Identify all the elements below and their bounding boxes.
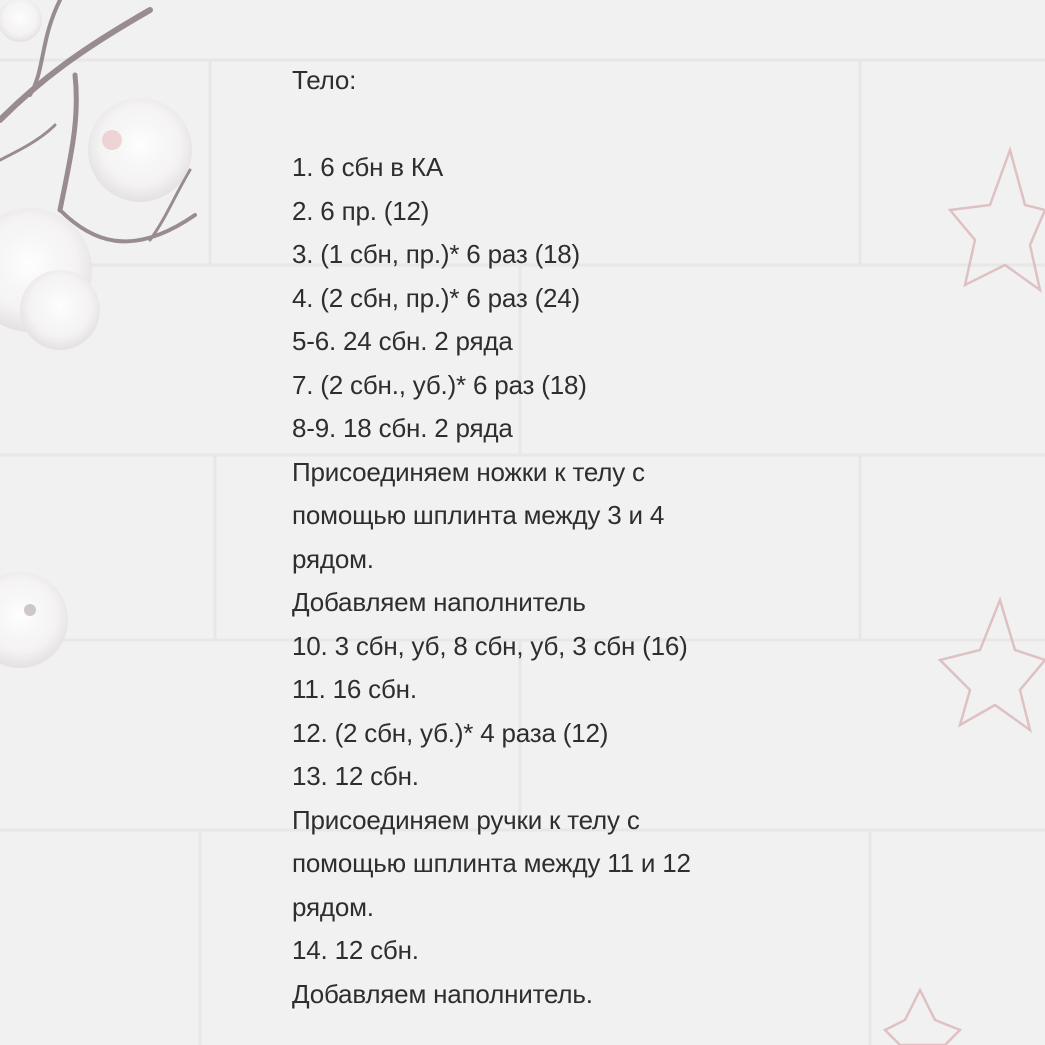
pattern-line: 11. 16 сбн.: [292, 674, 417, 704]
instruction-line: Добавляем наполнитель: [292, 587, 586, 617]
blank-line: [292, 103, 992, 147]
instruction-line: рядом.: [292, 891, 374, 922]
pattern-line: 2. 6 пр. (12): [292, 195, 430, 226]
pattern-line: 14. 12 сбн.: [292, 935, 419, 965]
instruction-line: Добавляем наполнитель.: [292, 978, 593, 1009]
section-title: Тело:: [292, 65, 357, 95]
instruction-line: помощью шплинта между 3 и 4: [292, 500, 665, 530]
pattern-line: 10. 3 сбн, уб, 8 сбн, уб, 3 сбн (16): [292, 630, 688, 661]
instruction-line: рядом.: [292, 543, 374, 574]
instruction-line: Присоединяем ножки к телу с: [292, 456, 645, 487]
pattern-document: [292, 59, 992, 1016]
pattern-line: 4. (2 сбн, пр.)* 6 раз (24): [292, 282, 581, 313]
instruction-line: Присоединяем ручки к телу с: [292, 804, 640, 835]
instruction-line: помощью шплинта между 11 и 12: [292, 848, 691, 878]
pattern-line: 8-9. 18 сбн. 2 ряда: [292, 413, 513, 443]
pattern-line: 3. (1 сбн, пр.)* 6 раз (18): [292, 239, 581, 269]
pattern-line: 1. 6 сбн в КА: [292, 152, 443, 182]
pattern-line: 13. 12 сбн.: [292, 761, 419, 791]
pattern-line: 12. (2 сбн, уб.)* 4 раза (12): [292, 717, 609, 748]
pattern-line: 7. (2 сбн., уб.)* 6 раз (18): [292, 369, 587, 400]
pattern-line: 5-6. 24 сбн. 2 ряда: [292, 326, 513, 356]
